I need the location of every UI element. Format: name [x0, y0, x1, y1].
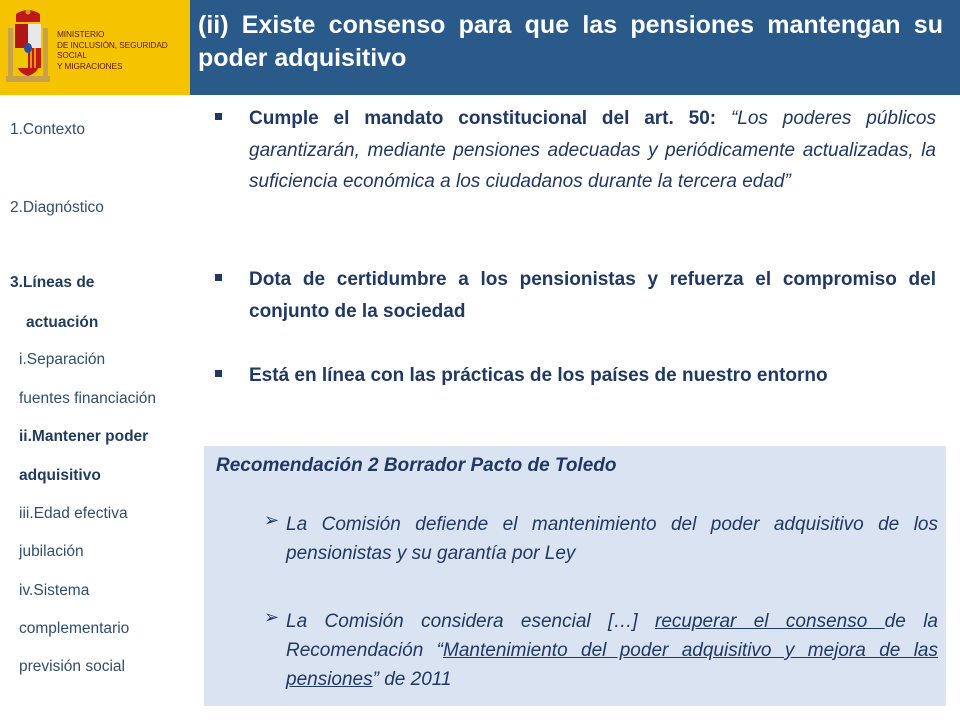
- sidebar-item-edad[interactable]: iii.Edad efectiva: [19, 505, 128, 522]
- rec-text-part: de la Recomendación “: [286, 611, 938, 661]
- bullet-bold-text: Dota de certidumbre a los pensionistas y refuerza el compromiso del conjunto de la sociedad: [249, 269, 936, 322]
- bullet-item: [212, 264, 936, 327]
- title-bar: [190, 0, 960, 95]
- rec-underlined-text: Mantenimiento del poder adquisitivo y mejora de las pensiones: [286, 640, 938, 690]
- rec-text-part: ” de 2011: [372, 669, 452, 690]
- ministry-line: Y MIGRACIONES: [57, 60, 123, 71]
- square-bullet-icon: [215, 274, 222, 281]
- sidebar-item-separacion[interactable]: i.Separación: [19, 351, 106, 368]
- coat-of-arms-icon: [6, 8, 50, 86]
- bullet-item: [212, 103, 936, 198]
- recommendation-title: Recomendación 2 Borrador Pacto de Toledo: [216, 455, 617, 476]
- sidebar-item-contexto[interactable]: 1.Contexto: [10, 121, 85, 138]
- arrow-bullet-icon: ➢: [264, 510, 280, 530]
- ministry-name: [57, 29, 190, 71]
- bullet-quote-text: “Los poderes públicos garantizarán, mediante pensiones adecuadas y periódicamente actualizadas, la suficiencia económica a los ciudadanos durante la tercera edad”: [249, 108, 936, 192]
- bullet-bold-text: Está en línea con las prácticas de los países de nuestro entorno: [249, 365, 828, 386]
- sidebar-item-mantener-2[interactable]: adquisitivo: [19, 467, 101, 484]
- sidebar-item-mantener[interactable]: ii.Mantener poder: [19, 428, 149, 445]
- sidebar-nav: [0, 95, 200, 720]
- bullet-item: [212, 360, 936, 392]
- bullet-text: [249, 103, 936, 198]
- rec-text-part: La Comisión considera esencial […]: [286, 611, 656, 632]
- recommendation-item: [264, 607, 938, 694]
- ministry-line: MINISTERIO: [57, 29, 105, 39]
- recommendation-text: La Comisión defiende el mantenimiento del poder adquisitivo de los pensionistas y su garantía por Ley: [286, 514, 938, 564]
- sidebar-item-diagnostico[interactable]: 2.Diagnóstico: [10, 199, 104, 216]
- page-title: (ii) Existe consenso para que las pensiones mantengan su poder adquisitivo: [198, 11, 943, 72]
- square-bullet-icon: [215, 370, 222, 377]
- recommendation-item: [264, 510, 938, 568]
- bullet-bold-text: Cumple el mandato constitucional del art. 50:: [249, 108, 717, 129]
- arrow-bullet-icon: ➢: [264, 607, 280, 627]
- sidebar-item-sistema[interactable]: iv.Sistema: [19, 582, 90, 599]
- ministry-line: DE INCLUSIÓN, SEGURIDAD SOCIAL: [57, 39, 168, 60]
- square-bullet-icon: [215, 113, 222, 120]
- rec-underlined-text: recuperar el consenso: [655, 611, 885, 632]
- recommendation-box: [204, 446, 946, 706]
- recommendation-text: [286, 607, 938, 694]
- sidebar-item-lineas[interactable]: 3.Líneas de: [10, 274, 95, 291]
- bullet-text: [249, 360, 936, 392]
- sidebar-item-edad-2[interactable]: jubilación: [19, 543, 84, 560]
- sidebar-item-sistema-2[interactable]: complementario: [19, 620, 130, 637]
- sidebar-item-separacion-2[interactable]: fuentes financiación: [19, 390, 157, 407]
- ministry-logo-area: [0, 0, 190, 95]
- sidebar-item-sistema-3[interactable]: previsión social: [19, 658, 125, 675]
- sidebar-item-actuacion[interactable]: actuación: [26, 314, 99, 331]
- bullet-text: [249, 264, 936, 327]
